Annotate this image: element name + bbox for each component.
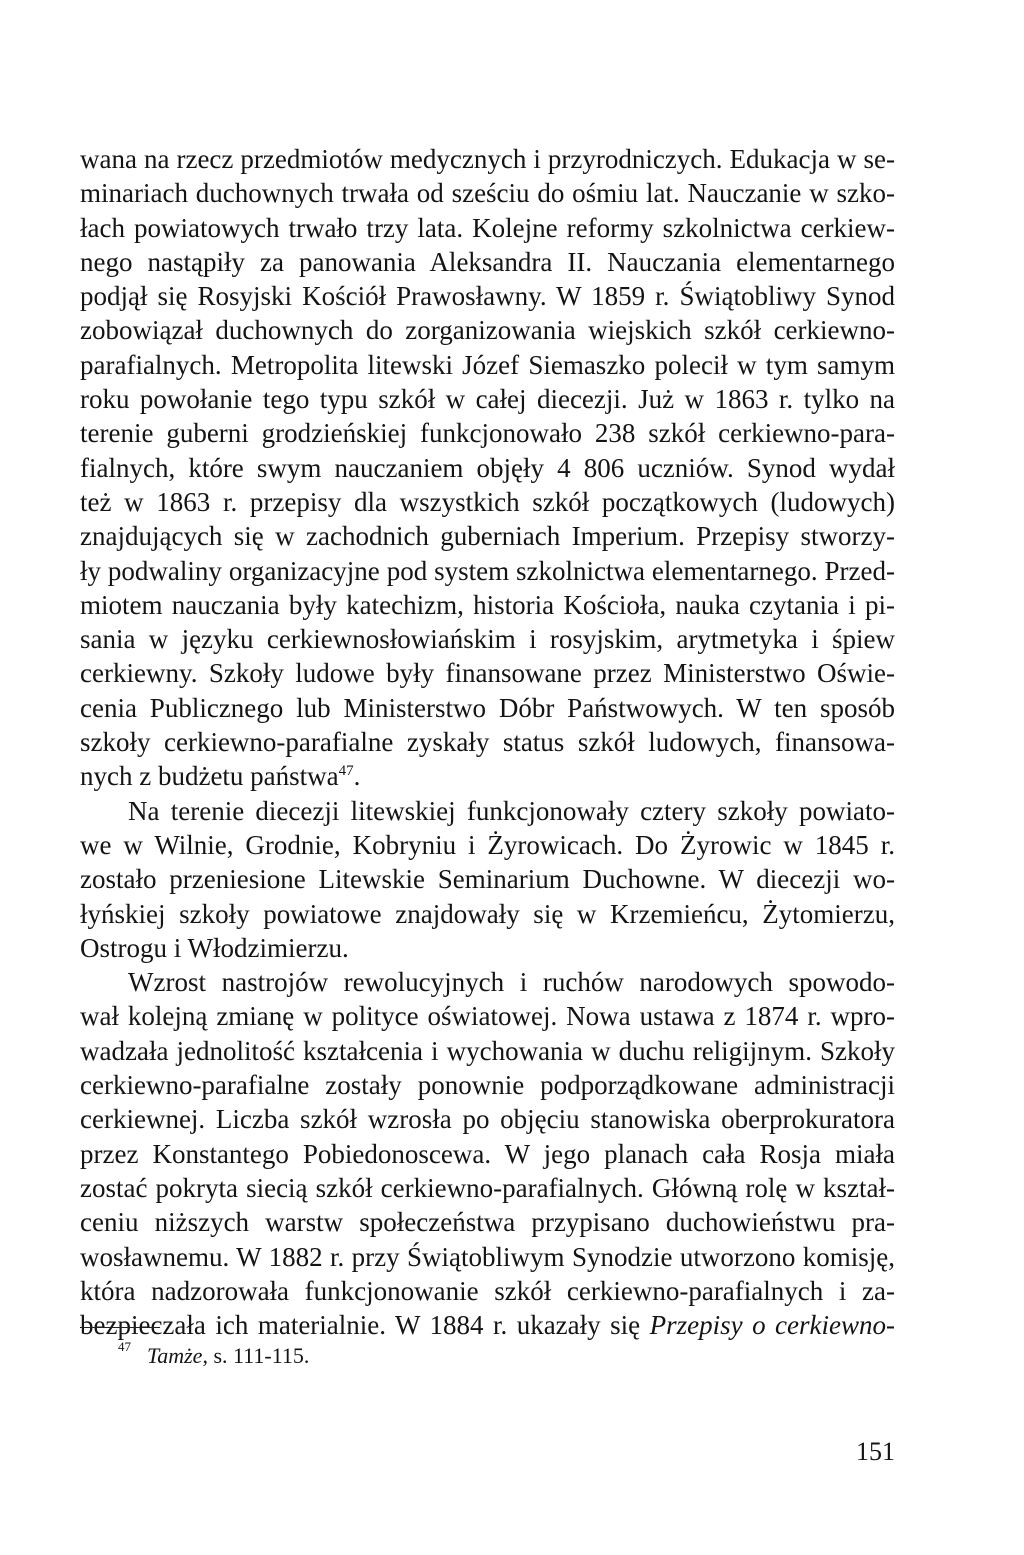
text-line [80,794,895,828]
text-line [80,897,895,931]
text-line-punctuation: . [353,761,361,792]
italic-title: Przepisy o cerkiewno- [649,1310,895,1341]
text-line-content: Na terenie diecezji litewskiej funkcjonowały cztery szkoły powiato- [128,795,895,826]
text-line [80,931,895,965]
text-line [80,519,895,553]
text-line [80,1034,895,1068]
text-line [80,999,895,1033]
text-line [80,622,895,656]
text-line [80,313,895,347]
text-line [80,485,895,519]
text-line [80,279,895,313]
text-line-content: wadzała jednolitość kształcenia i wychowania w duchu religijnym. Szkoły [80,1035,895,1066]
text-line [80,1102,895,1136]
text-line-content: cenia Publicznego lub Ministerstwo Dóbr Państwowych. W ten sposób [80,692,895,723]
text-line-content: fialnych, które swym nauczaniem objęły 4 806 uczniów. Synod wydał [80,452,895,483]
footnote-source-italic: Tamże [147,1343,203,1368]
text-line-content: Wzrost nastrojów rewolucyjnych i ruchów narodowych spowodo- [128,967,895,998]
text-line-content: bezpieczała ich materialnie. W 1884 r. ukazały się [80,1310,650,1341]
text-line-content: parafialnych. Metropolita litewski Józef Siemaszko polecił w tym samym [80,349,895,380]
text-line [80,965,895,999]
footnote-pages: , s. 111-115. [202,1343,310,1368]
text-line-content: minariach duchownych trwała od sześciu do ośmiu lat. Nauczanie w szko- [80,178,895,209]
footnote-47 [118,1341,309,1374]
footnote-number: 47 [118,1339,131,1354]
text-line [80,1274,895,1308]
text-line-content: łyńskiej szkoły powiatowe znajdowały się w Krzemieńcu, Żytomierzu, [80,898,895,929]
text-line-content: cerkiewny. Szkoły ludowe były finansowane przez Ministerstwo Oświe- [80,658,895,689]
text-line [80,691,895,725]
text-line [80,828,895,862]
text-line-content: przez Konstantego Pobiedonoscewa. W jego planach cała Rosja miała [80,1138,895,1169]
text-line [80,142,895,176]
text-line-content: ceniu niższych warstw społeczeństwa przypisano duchowieństwu pra- [80,1207,895,1238]
text-line-content: nych z budżetu państwa [80,761,339,792]
text-line-content: Ostrogu i Włodzimierzu. [80,932,349,963]
text-line [80,588,895,622]
text-line [80,211,895,245]
text-line-content: roku powołanie tego typu szkół w całej diecezji. Już w 1863 r. tylko na [80,384,895,415]
footnote-separator [80,1327,160,1328]
text-line-content: we w Wilnie, Grodnie, Kobryniu i Żyrowicach. Do Żyrowic w 1845 r. [80,829,895,860]
text-line [80,554,895,588]
text-line [80,245,895,279]
page-number: 151 [856,1437,895,1466]
text-line-content: wał kolejną zmianę w polityce oświatowej. Nowa ustawa z 1874 r. wpro- [80,1001,895,1032]
text-line [80,656,895,690]
text-line [80,416,895,450]
text-line [80,725,895,759]
text-line-content: zostało przeniesione Litewskie Seminarium Duchowne. W diecezji wo- [80,864,895,895]
text-line [80,348,895,382]
text-line-content: szkoły cerkiewno-parafialne zyskały status szkół ludowych, finansowa- [80,727,895,758]
text-line [80,1137,895,1171]
text-line [80,759,895,793]
text-line-content: znajdujących się w zachodnich guberniach Imperium. Przepisy stworzy- [80,521,895,552]
text-line-content: łach powiatowych trwało trzy lata. Kolejne reformy szkolnictwa cerkiew- [80,212,895,243]
text-line [80,862,895,896]
text-line-content: nego nastąpiły za panowania Aleksandra II. Nauczania elementarnego [80,246,895,277]
text-line [80,1308,895,1342]
text-line-content: zostać pokryta siecią szkół cerkiewno-parafialnych. Główną rolę w kształ- [80,1172,895,1203]
text-line [80,1171,895,1205]
text-line-content: wosławnemu. W 1882 r. przy Świątobliwym Synodzie utworzono komisję, [80,1241,895,1272]
text-line-content: cerkiewno-parafialne zostały ponownie podporządkowane administracji [80,1070,895,1101]
footnote-reference: 47 [338,763,354,780]
body-text [80,142,895,1342]
text-line-content: sania w języku cerkiewnosłowiańskim i rosyjskim, arytmetyka i śpiew [80,624,895,655]
text-line-content: ły podwaliny organizacyjne pod system szkolnictwa elementarnego. Przed- [80,555,895,586]
text-line [80,382,895,416]
text-line [80,1205,895,1239]
text-line [80,1240,895,1274]
text-line [80,176,895,210]
text-line-content: terenie guberni grodzieńskiej funkcjonowało 238 szkół cerkiewno-para- [80,418,895,449]
text-line [80,1068,895,1102]
text-line [80,451,895,485]
text-line-content: wana na rzecz przedmiotów medycznych i przyrodniczych. Edukacja w se- [80,144,895,174]
text-line-content: zobowiązał duchownych do zorganizowania wiejskich szkół cerkiewno- [80,315,895,346]
text-line-content: też w 1863 r. przepisy dla wszystkich szkół początkowych (ludowych) [80,486,895,517]
text-line-content: cerkiewnej. Liczba szkół wzrosła po objęciu stanowiska oberprokuratora [80,1104,895,1135]
text-line-content: miotem nauczania były katechizm, historia Kościoła, nauka czytania i pi- [80,589,895,620]
text-line-content: która nadzorowała funkcjonowanie szkół cerkiewno-parafialnych i za- [80,1275,895,1306]
text-line-content: podjął się Rosyjski Kościół Prawosławny. W 1859 r. Świątobliwy Synod [80,281,895,312]
